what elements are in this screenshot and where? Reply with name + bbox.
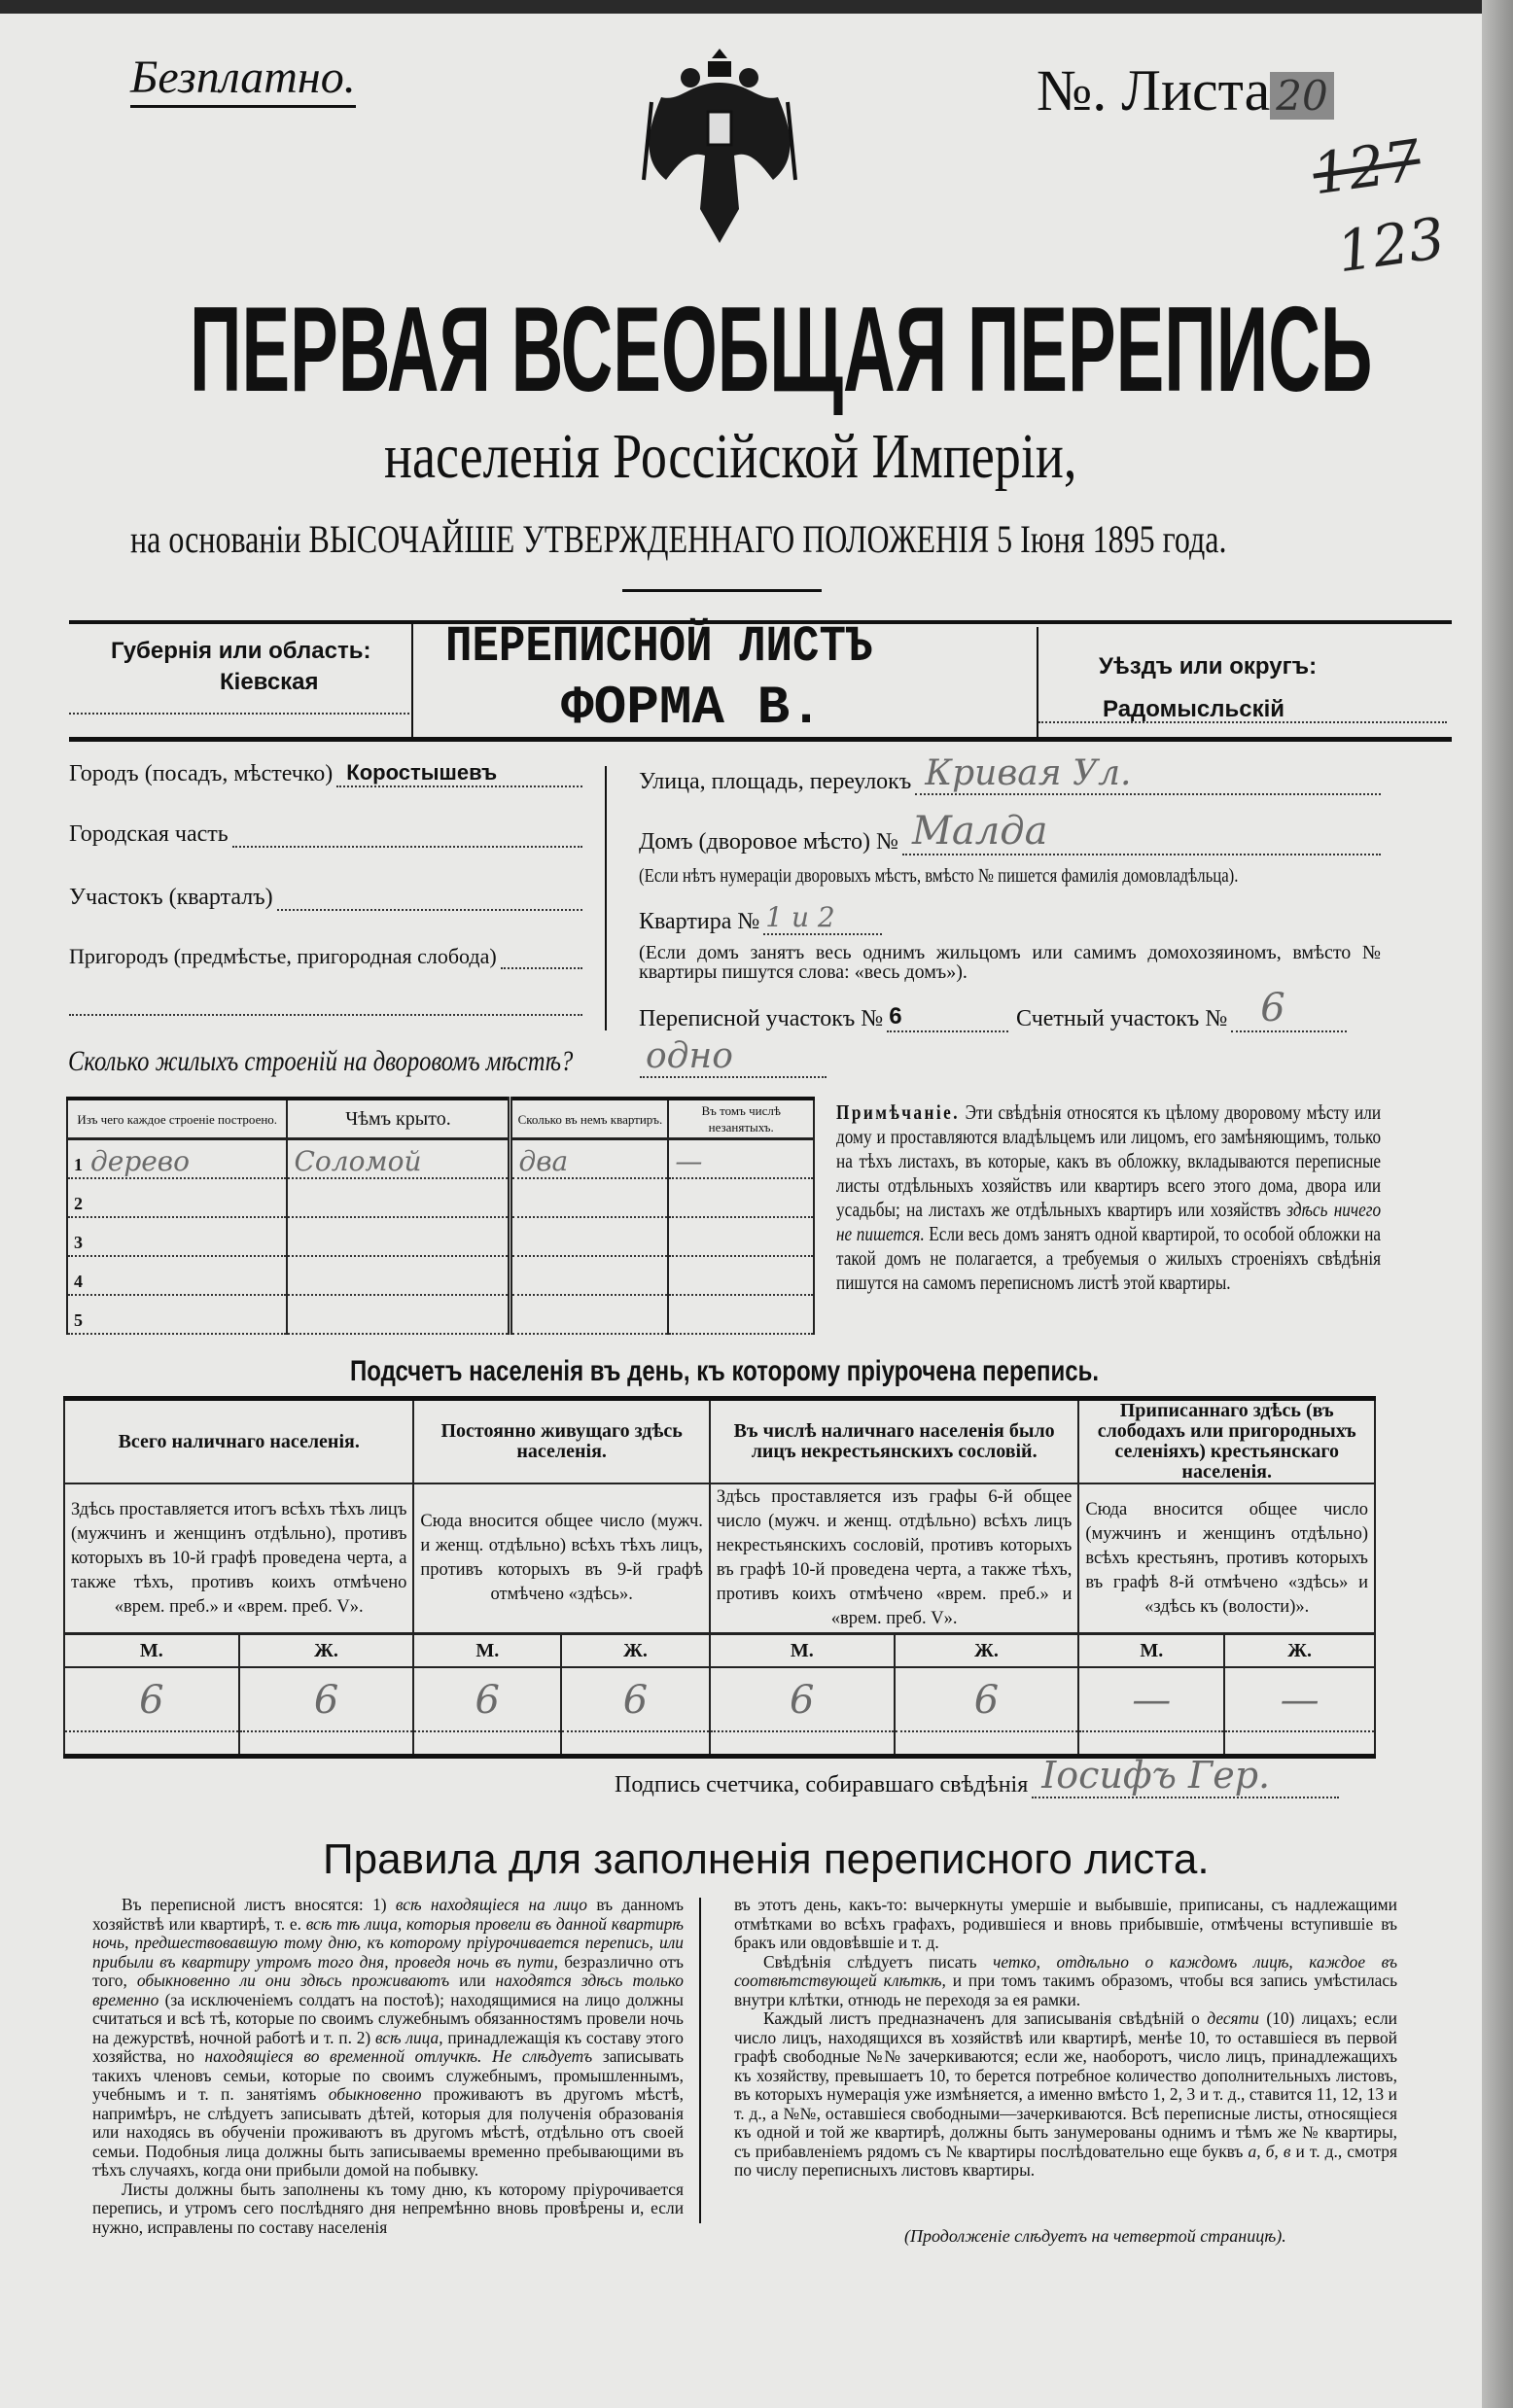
text-run: (за исключеніемъ солдатъ на постоѣ); находящимися на лицо должны считаться и всѣ тѣ, которые по своимъ служебнымъ обязанностямъ провели ночь на дежурствѣ, ночной работѣ и т. п. 2) bbox=[92, 1989, 684, 2047]
emphasis-text: обыкновенно ли они здѣсь проживаютъ bbox=[136, 1971, 450, 1990]
emphasis-text: находятся здѣсь только временно bbox=[92, 1971, 684, 2009]
apartments-cell[interactable] bbox=[510, 1295, 668, 1334]
continued-note: (Продолженіе слѣдуетъ на четвертой страницѣ). bbox=[904, 2226, 1286, 2246]
emphasis-text: четко, отдѣльно о каждомъ лицѣ, каждое въ соотвѣтствующей клѣткѣ, bbox=[734, 1951, 1397, 1990]
roof-cell[interactable] bbox=[287, 1295, 510, 1334]
note-text: Эти свѣдѣнія относятся къ цѣлому дворовому мѣсту или дому и проставляются владѣльцемъ или лицомъ, его замѣняющимъ, только на тѣхъ листахъ, въ которые, какъ въ обложку, вкладываются переписные листы отдѣльныхъ хозяйствъ или квартиръ всего этого дома, двора или усадьбы; на листахъ же отдѣльныхъ квартиръ или хозяйствъ bbox=[836, 1100, 1382, 1221]
spacer-cell bbox=[413, 1731, 561, 1757]
column-header: Сколько въ немъ квартиръ. bbox=[510, 1099, 668, 1139]
group-heading: Постоянно живущаго здѣсь населенія. bbox=[413, 1399, 710, 1484]
group-description: Сюда вносится общее число (мужч. и женщ. отдѣльно) всѣхъ тѣхъ лицъ, противъ которыхъ въ 9-й графѣ отмѣчено «здѣсь». bbox=[413, 1483, 710, 1634]
street-value: Кривая Ул. bbox=[925, 753, 1132, 793]
emphasis-text: всѣ лица, bbox=[374, 2027, 443, 2047]
text-run: и при томъ такимъ образомъ, чтобы вся запись умѣстилась внутри клѣтки, отнюдь не переходя за ея рамки. bbox=[734, 1971, 1397, 2009]
district-line bbox=[1038, 721, 1447, 723]
text-run: Въ переписной листъ вносятся: 1) bbox=[122, 1895, 396, 1914]
material-cell[interactable] bbox=[67, 1256, 287, 1295]
row-number: 4 bbox=[74, 1272, 83, 1291]
spacer-cell bbox=[710, 1731, 895, 1757]
vacant-cell[interactable] bbox=[668, 1256, 814, 1295]
page-subtitle: населенія Россійской Имперіи, bbox=[384, 421, 1077, 492]
group-description: Сюда вносится общее число (мужчинъ и женщинъ отдѣльно) всѣхъ крестьянъ, противъ которыхъ въ графѣ 8-й отмѣчено «здѣсь» и «здѣсь къ (волости)». bbox=[1078, 1483, 1375, 1634]
emphasis-text: всѣ находящіеся на лицо bbox=[395, 1895, 587, 1914]
archive-number: 123 bbox=[1332, 204, 1449, 286]
table-row bbox=[67, 1178, 814, 1217]
signature-field[interactable] bbox=[615, 1754, 1339, 1798]
row-number: 2 bbox=[74, 1194, 83, 1213]
street-field[interactable] bbox=[639, 753, 1381, 795]
suburb-field[interactable] bbox=[69, 938, 582, 969]
population-title: Подсчетъ населенія въ день, къ которому пріурочена перепись. bbox=[350, 1355, 1099, 1387]
female-label: Ж. bbox=[895, 1634, 1079, 1668]
roof-cell[interactable] bbox=[287, 1217, 510, 1256]
row-number: 3 bbox=[74, 1233, 83, 1252]
text-run: или bbox=[449, 1971, 496, 1990]
note-italic: здѣсь ничего не пишется. bbox=[836, 1198, 1382, 1245]
male-count: 6 bbox=[790, 1677, 815, 1723]
province-label: Губернія или область: bbox=[111, 638, 371, 664]
text-run: въ этотъ день, какъ-то: вычеркнуты умершіе и выбывшіе, приписаны, съ надлежащими отмѣтками во всѣхъ графахъ, родившіеся и вновь прибывшіе, отмѣчены вступившіе въ бракъ или овдовѣвшіе и т. д. bbox=[734, 1895, 1397, 1952]
emphasis-text: а, б, в bbox=[1248, 2141, 1291, 2161]
buildings-note bbox=[836, 1100, 1381, 1295]
scan-right-edge bbox=[1482, 0, 1513, 2408]
table-row bbox=[67, 1217, 814, 1256]
suburb-line bbox=[69, 1014, 582, 1016]
male-count-cell[interactable] bbox=[64, 1667, 239, 1731]
male-count-cell[interactable] bbox=[413, 1667, 561, 1731]
male-label: М. bbox=[1078, 1634, 1224, 1668]
table-row bbox=[67, 1256, 814, 1295]
divider bbox=[699, 1898, 701, 2223]
column-header: Изъ чего каждое строеніе построено. bbox=[67, 1099, 287, 1139]
spacer-cell bbox=[895, 1731, 1079, 1757]
table-row bbox=[67, 1295, 814, 1334]
signature-label: Подпись счетчика, собиравшаго свѣдѣнія bbox=[615, 1772, 1029, 1797]
apartments-cell[interactable] bbox=[510, 1178, 668, 1217]
province-line bbox=[69, 713, 409, 715]
female-count-cell[interactable] bbox=[239, 1667, 414, 1731]
text-run: и т. д., смотря по числу переписныхъ листовъ квартиры. bbox=[734, 2141, 1397, 2180]
female-count-cell[interactable] bbox=[895, 1667, 1079, 1731]
column-header: Чѣмъ крыто. bbox=[287, 1099, 510, 1139]
buildings-question-field[interactable] bbox=[68, 1036, 827, 1078]
female-label: Ж. bbox=[1224, 1634, 1375, 1668]
apartment-value: 1 и 2 bbox=[765, 901, 835, 933]
roof-cell[interactable] bbox=[287, 1139, 510, 1179]
group-description: Здѣсь проставляется изъ графы 6-й общее число (мужч. и женщ. отдѣльно) всѣхъ лицъ некрестьянскихъ сословій, противъ которыхъ въ графѣ 10-й проведена черта, а также тѣхъ, противъ коихъ отмѣчено «врем. преб.» и «врем. преб. V». bbox=[710, 1483, 1078, 1634]
roof-cell-value: Соломой bbox=[294, 1145, 422, 1177]
rules-paragraph bbox=[734, 1953, 1397, 2010]
apartments-cell[interactable] bbox=[510, 1256, 668, 1295]
emphasis-text: находящіеся во временной отлучкѣ. Не слѣдуетъ bbox=[204, 2046, 593, 2066]
spacer-cell bbox=[1078, 1731, 1224, 1757]
rules-paragraph bbox=[734, 1896, 1397, 1953]
note-text-2: Если весь домъ занятъ одной квартирой, то особой обложки на такой домъ не полагается, а требуемыя о жилыхъ строеніяхъ свѣдѣнія пишутся на самомъ переписномъ листѣ этой квартиры. bbox=[836, 1222, 1382, 1294]
female-count: — bbox=[1280, 1677, 1319, 1723]
text-run: Листы должны быть заполнены къ тому дню, къ которому пріурочивается перепись, и утромъ сего послѣдняго дня непремѣнно вновь провѣрены и, если нужно, исправлены по составу населенія bbox=[92, 2179, 684, 2237]
text-run: безразлично отъ того, bbox=[92, 1951, 684, 1990]
house-value: Малда bbox=[911, 809, 1048, 854]
district-value: Радомысльскій bbox=[1103, 696, 1284, 722]
buildings-answer: одно bbox=[646, 1036, 733, 1076]
emphasis-text: всѣ тѣ лица, которыя провели въ данной квартирѣ ночь, предшествовавшую тому дню, къ которому пріурочивается перепись, или прибыли въ квартиру утромъ того дня, проведя ночь въ пути, bbox=[92, 1913, 684, 1972]
counting-district-label: Счетный участокъ № bbox=[1016, 1006, 1228, 1031]
buildings-table bbox=[66, 1097, 815, 1335]
apartment-field[interactable] bbox=[639, 901, 882, 935]
apartments-cell[interactable] bbox=[510, 1139, 668, 1179]
male-label: М. bbox=[710, 1634, 895, 1668]
column-header: Въ томъ числѣ незанятыхъ. bbox=[668, 1099, 814, 1139]
vacant-cell[interactable] bbox=[668, 1139, 814, 1179]
census-district-value: 6 bbox=[889, 1003, 902, 1030]
note-title: Примѣчаніе. bbox=[836, 1100, 960, 1124]
material-cell[interactable] bbox=[67, 1295, 287, 1334]
group-heading: Въ числѣ наличнаго населенія было лицъ некрестьянскихъ сословій. bbox=[710, 1399, 1078, 1484]
quarter-field[interactable] bbox=[69, 880, 582, 911]
rules-paragraph bbox=[92, 2181, 684, 2238]
row-number: 1 bbox=[74, 1155, 83, 1174]
quarter-label: Участокъ (кварталъ) bbox=[69, 885, 273, 910]
census-district-label: Переписной участокъ № bbox=[639, 1006, 884, 1031]
census-district-field[interactable] bbox=[639, 1001, 1008, 1032]
material-cell-value: дерево bbox=[90, 1145, 190, 1177]
spacer-cell bbox=[1224, 1731, 1375, 1757]
male-count: 6 bbox=[139, 1677, 164, 1723]
suburb-label: Пригородъ (предмѣстье, пригородная слобода) bbox=[69, 944, 497, 968]
row-number: 5 bbox=[74, 1310, 83, 1330]
legal-basis: на основаніи ВЫСОЧАЙШЕ УТВЕРЖДЕННАГО ПОЛОЖЕНІЯ 5 Іюня 1895 года. bbox=[130, 517, 1227, 561]
text-run: Каждый листъ предназначенъ для записыванія свѣдѣній о bbox=[763, 2008, 1208, 2028]
city-part-field[interactable] bbox=[69, 817, 582, 848]
apartments-cell-value: два bbox=[518, 1145, 569, 1177]
signature-value: Іосифъ Гер. bbox=[1041, 1754, 1271, 1797]
material-cell[interactable] bbox=[67, 1139, 287, 1179]
table-row bbox=[67, 1139, 814, 1179]
city-value: Коростышевъ bbox=[346, 760, 498, 785]
province-value: Кіевская bbox=[220, 669, 319, 695]
street-label: Улица, площадь, переулокъ bbox=[639, 769, 912, 794]
emphasis-text: обыкновенно bbox=[328, 2084, 422, 2104]
form-name: ФОРМА В. bbox=[561, 677, 823, 739]
material-cell[interactable] bbox=[67, 1217, 287, 1256]
house-note: (Если нѣтъ нумераціи дворовыхъ мѣстъ, вмѣсто № пишется фамилія домовладѣльца). bbox=[639, 865, 1239, 887]
city-part-label: Городская часть bbox=[69, 821, 229, 847]
material-cell[interactable] bbox=[67, 1178, 287, 1217]
apartments-cell[interactable] bbox=[510, 1217, 668, 1256]
vacant-cell[interactable] bbox=[668, 1217, 814, 1256]
text-run: въ данномъ хозяйствѣ или квартирѣ, т. е. bbox=[92, 1895, 685, 1934]
sheet-number-label: №. Листа bbox=[1037, 58, 1271, 122]
population-table bbox=[63, 1396, 1376, 1759]
male-label: М. bbox=[413, 1634, 561, 1668]
rules-paragraph bbox=[734, 2009, 1397, 2181]
group-heading: Приписаннаго здѣсь (въ слободахъ или пригородныхъ селеніяхъ) крестьянскаго населенія. bbox=[1078, 1399, 1375, 1484]
house-field[interactable] bbox=[639, 809, 1381, 855]
spacer-cell bbox=[64, 1731, 239, 1757]
city-field[interactable] bbox=[69, 756, 582, 787]
roof-cell[interactable] bbox=[287, 1178, 510, 1217]
scan-top-edge bbox=[0, 0, 1513, 14]
female-count: 6 bbox=[622, 1677, 649, 1723]
apartment-note: (Если домъ занятъ весь однимъ жильцомъ или самимъ домохозяиномъ, вмѣсто № квартиры пишутся слова: «весь домъ»). bbox=[639, 942, 1381, 983]
text-run: принадлежащія къ составу этого хозяйства, но bbox=[92, 2027, 684, 2066]
female-count: 6 bbox=[313, 1677, 339, 1723]
text-run: Свѣдѣнія слѣдуетъ писать bbox=[763, 1951, 994, 1972]
emphasis-text: десяти bbox=[1207, 2008, 1259, 2028]
counting-district-field[interactable] bbox=[1016, 986, 1347, 1032]
house-label: Домъ (дворовое мѣсто) № bbox=[639, 829, 898, 855]
rules-paragraph bbox=[92, 1896, 684, 2181]
district-label: Уѣздъ или округъ: bbox=[1099, 653, 1318, 680]
form-title: ПЕРЕПИСНОЙ ЛИСТЪ bbox=[445, 618, 873, 676]
vacant-cell[interactable] bbox=[668, 1295, 814, 1334]
text-run: (10) лицахъ; если число лицъ, находящихся въ хозяйствѣ или квартирѣ, менѣе 10, то оставшіеся въ первой графѣ свободные №№ зачеркиваются; если же, наоборотъ, число лицъ, принадлежащихъ къ хозяйству, превышаетъ 10, то берется потребное количество дополнительныхъ листовъ, въ которыхъ нумерація уже измѣняется, а именно вмѣсто 1, 2, 3 и т. д., ставится 11, 12, 13 и т. д., а №№, оставшіеся свободными—зачеркиваются. Всѣ переписные листы, относящіеся къ одной и той же квартирѣ, должны быть занумерованы однимъ и тѣмъ же № квартиры, съ прибавленіемъ рядомъ съ № квартиры послѣдовательно еще буквъ bbox=[734, 2008, 1397, 2161]
male-count-cell[interactable] bbox=[710, 1667, 895, 1731]
vacant-cell[interactable] bbox=[668, 1178, 814, 1217]
sheet-number bbox=[1037, 56, 1334, 130]
female-label: Ж. bbox=[561, 1634, 710, 1668]
page-title: ПЕРВАЯ ВСЕОБЩАЯ ПЕРЕПИСЬ bbox=[190, 283, 1373, 417]
imperial-eagle-emblem bbox=[632, 44, 807, 248]
divider bbox=[605, 766, 607, 1030]
spacer-cell bbox=[561, 1731, 710, 1757]
divider bbox=[622, 589, 822, 592]
spacer-cell bbox=[239, 1731, 414, 1757]
counting-district-value: 6 bbox=[1260, 986, 1285, 1030]
female-count-cell[interactable] bbox=[1224, 1667, 1375, 1731]
buildings-question: Сколько жилыхъ строеній на дворовомъ мѣстѣ? bbox=[68, 1045, 574, 1077]
male-count: — bbox=[1132, 1677, 1172, 1723]
rules-left-column bbox=[92, 1896, 684, 2237]
archive-number-crossed: 127 bbox=[1308, 126, 1425, 208]
female-count-cell[interactable] bbox=[561, 1667, 710, 1731]
group-description: Здѣсь проставляется итогъ всѣхъ тѣхъ лицъ (мужчинъ и женщинъ отдѣльно), противъ которыхъ въ 10-й графѣ проведена черта, а также тѣхъ, противъ коихъ отмѣчено «врем. преб.» и «врем. преб. V». bbox=[64, 1483, 413, 1634]
female-count: 6 bbox=[973, 1677, 1000, 1723]
female-label: Ж. bbox=[239, 1634, 414, 1668]
rules-title: Правила для заполненія переписного листа. bbox=[323, 1835, 1210, 1883]
vacant-cell-value: — bbox=[675, 1145, 703, 1177]
rules-right-column bbox=[734, 1896, 1397, 2181]
male-count: 6 bbox=[475, 1677, 500, 1723]
text-run: проживаютъ въ другомъ мѣстѣ, напримѣръ, не слѣдуетъ записывать дѣтей, которыя для полученія образованія или находясь въ обученіи проживаютъ въ другомъ мѣстѣ, отдѣльно отъ своей семьи. Подобныя лица должны быть записываемы временно пребывающими въ тѣхъ случаяхъ, когда они прибыли домой на побывку. bbox=[92, 2084, 684, 2180]
city-label: Городъ (посадъ, мѣстечко) bbox=[69, 761, 334, 786]
roof-cell[interactable] bbox=[287, 1256, 510, 1295]
free-label: Безплатно. bbox=[130, 51, 356, 108]
apartment-label: Квартира № bbox=[639, 909, 760, 934]
group-heading: Всего наличнаго населенія. bbox=[64, 1399, 413, 1484]
text-run: записывать такихъ членовъ семьи, которые по своимъ служебнымъ, промышленнымъ, учебнымъ и т. п. занятіямъ bbox=[92, 2046, 684, 2104]
male-count-cell[interactable] bbox=[1078, 1667, 1224, 1731]
male-label: М. bbox=[64, 1634, 239, 1668]
sheet-number-value: 20 bbox=[1270, 72, 1333, 120]
divider bbox=[411, 622, 413, 739]
